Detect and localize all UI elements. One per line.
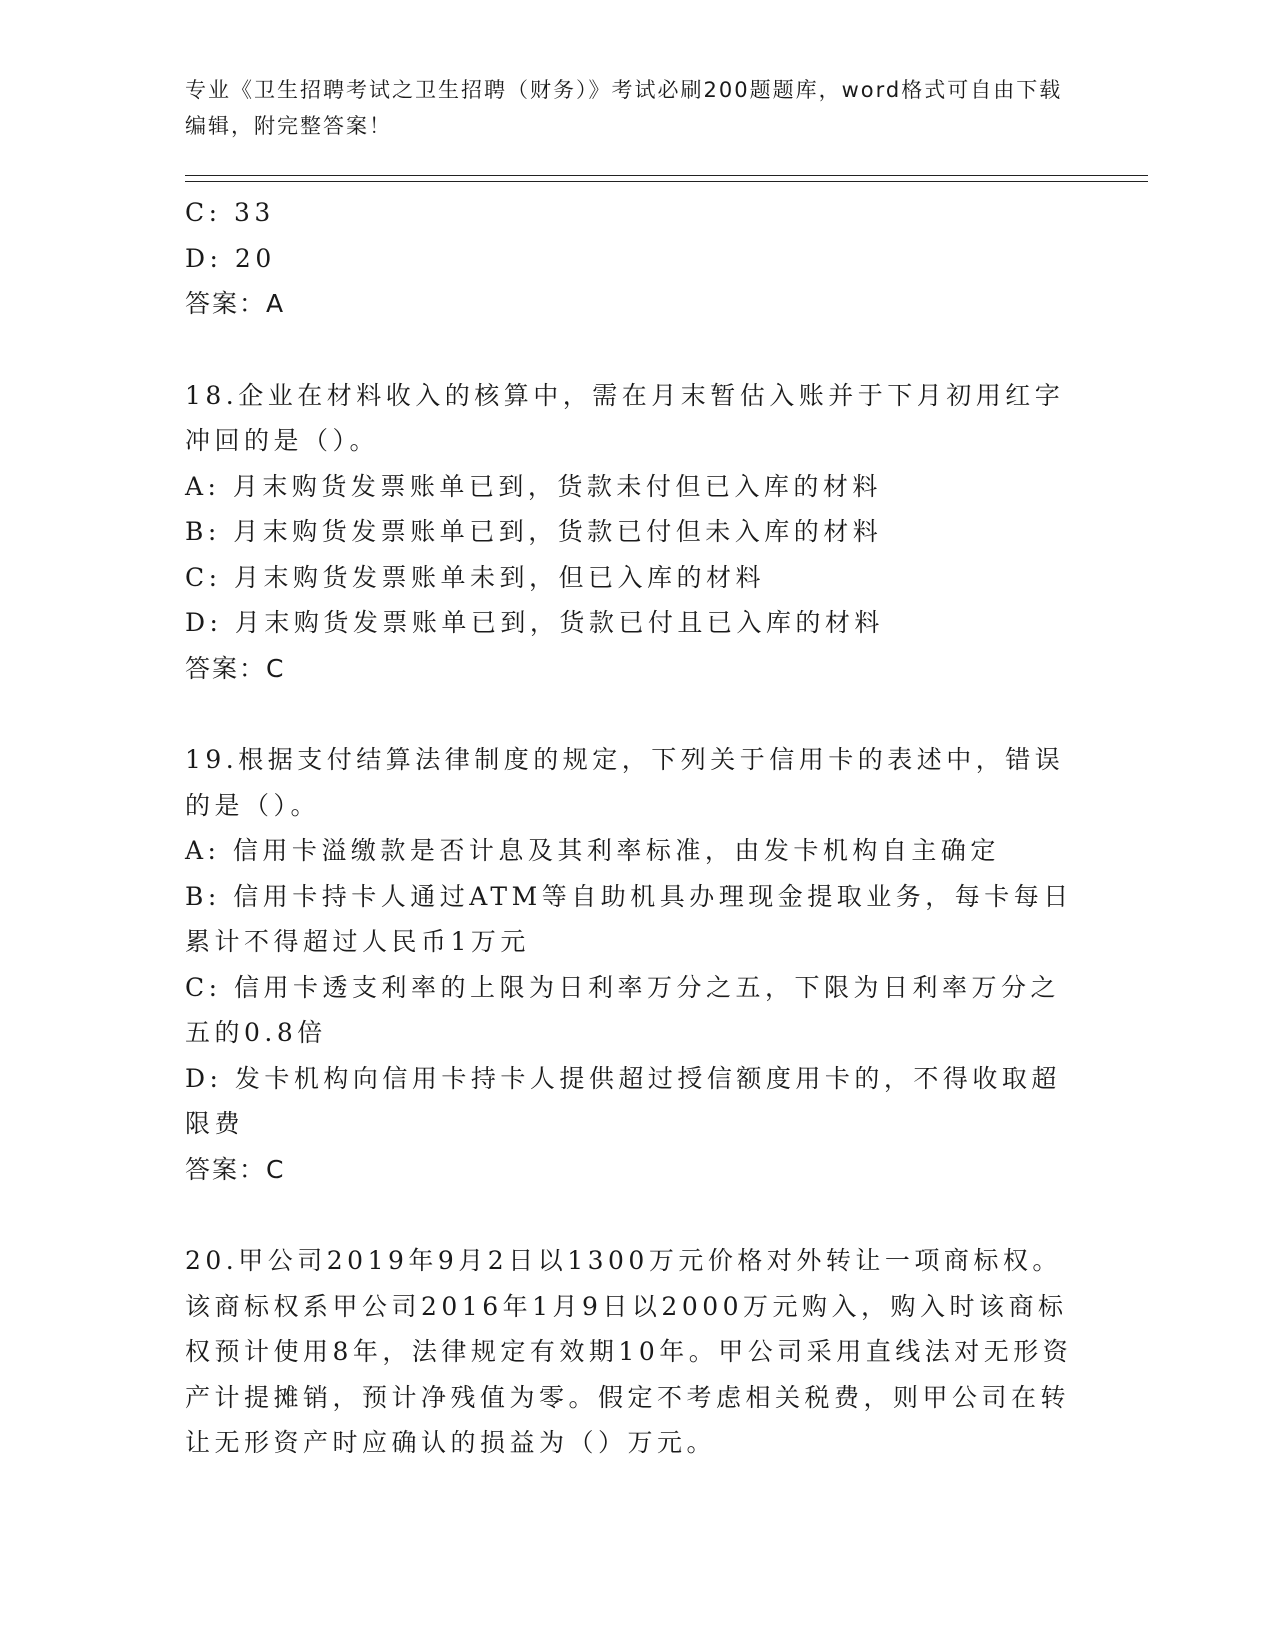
- question-17-tail: [185, 190, 1085, 327]
- question-stem: 18.企业在材料收入的核算中，需在月末暂估入账并于下月初用红字冲回的是（）。: [185, 380, 1065, 455]
- option-d: D: 月末购货发票账单已到，货款已付且已入库的材料: [185, 608, 884, 637]
- option-b: B: 信用卡持卡人通过ATM等自助机具办理现金提取业务，每卡每日累计不得超过人民币1万元: [185, 881, 1073, 956]
- question-20: [185, 1238, 1085, 1466]
- option-c: C: 33: [185, 198, 275, 227]
- option-c: C: 月末购货发票账单未到，但已入库的材料: [185, 562, 765, 592]
- option-d: D: 20: [185, 243, 276, 273]
- option-b: B: 月末购货发票账单已到，货款已付但未入库的材料: [185, 517, 883, 546]
- question-content: [185, 190, 1085, 1466]
- answer: 答案：C: [185, 653, 286, 683]
- answer: 答案：A: [185, 289, 286, 318]
- question-stem: 20.甲公司2019年9月2日以1300万元价格对外转让一项商标权。该商标权系甲公司2016年1月9日以2000万元购入，购入时该商标权预计使用8年，法律规定有效期10年。甲公司采用直线法对无形资产计提摊销，预计净残值为零。假定不考虑相关税费，则甲公司在转让无形资产时应确认的损益为（）万元。: [185, 1246, 1073, 1457]
- question-18: [185, 373, 1085, 692]
- header-divider-second: [185, 181, 1148, 182]
- header-divider: [185, 175, 1148, 176]
- option-d: D: 发卡机构向信用卡持卡人提供超过授信额度用卡的，不得收取超限费: [185, 1063, 1061, 1138]
- question-stem: 19.根据支付结算法律制度的规定，下列关于信用卡的表述中，错误的是（）。: [185, 745, 1065, 820]
- option-c: C: 信用卡透支利率的上限为日利率万分之五，下限为日利率万分之五的0.8倍: [185, 972, 1061, 1047]
- page-header: 专业《卫生招聘考试之卫生招聘（财务）》考试必刷200题题库，word格式可自由下载编辑，附完整答案！: [185, 78, 1063, 138]
- answer: 答案：C: [185, 1154, 286, 1184]
- option-a: A: 月末购货发票账单已到，货款未付但已入库的材料: [185, 471, 882, 501]
- option-a: A: 信用卡溢缴款是否计息及其利率标准，由发卡机构自主确定: [185, 836, 1000, 865]
- question-19: [185, 737, 1085, 1192]
